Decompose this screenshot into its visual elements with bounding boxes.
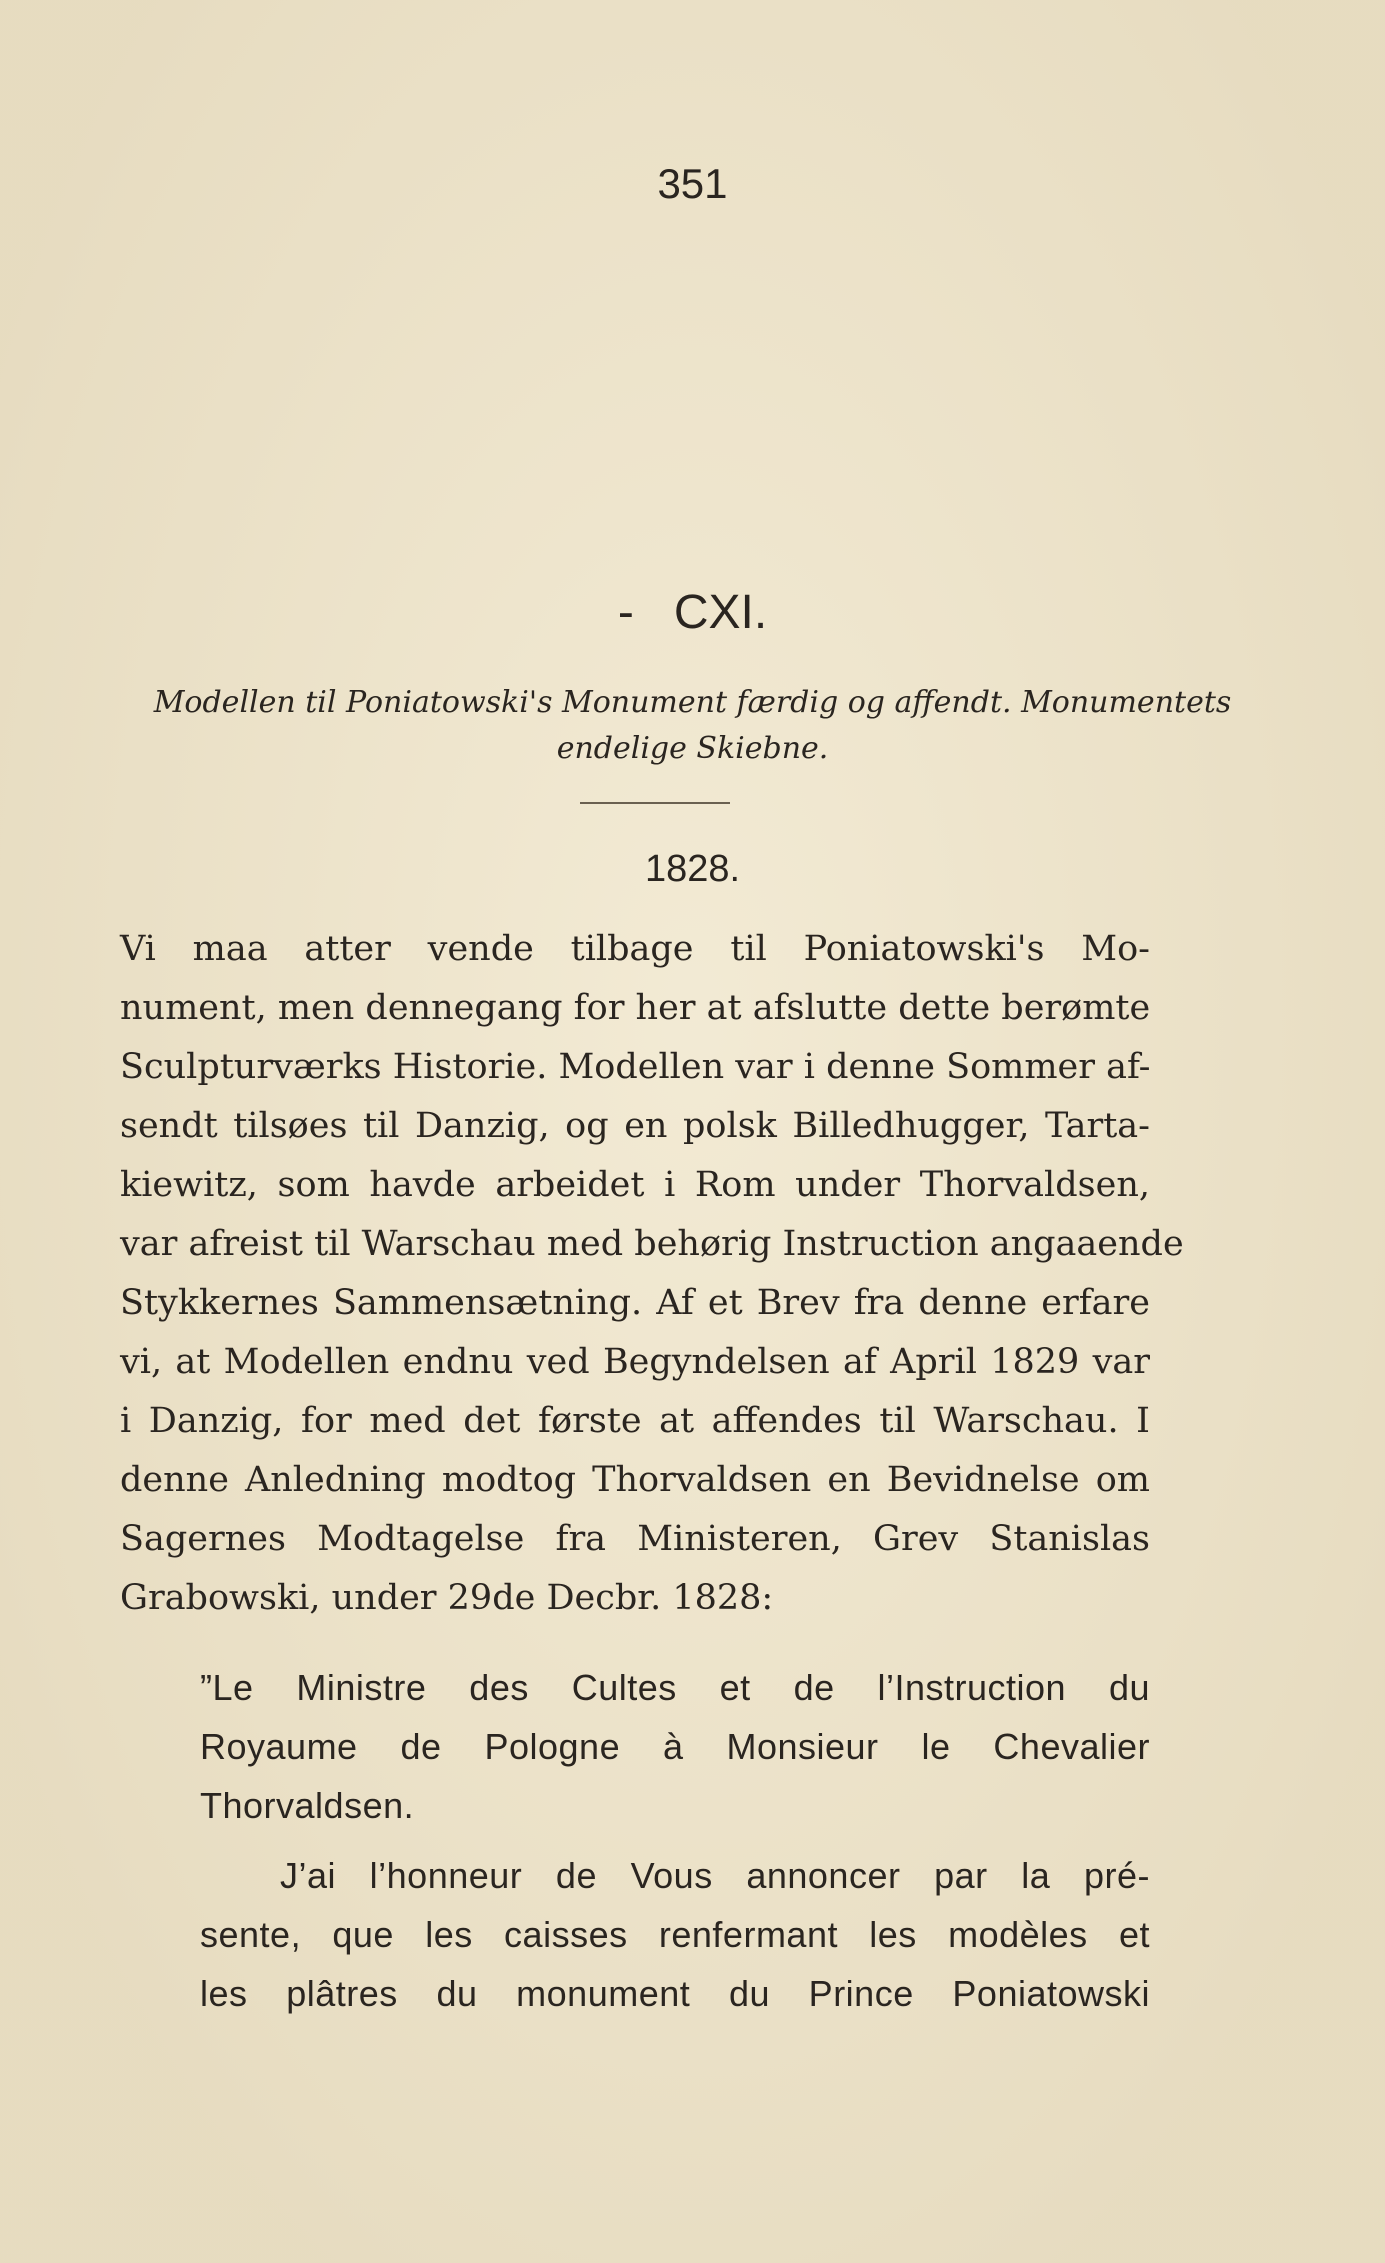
chapter-numeral: CXI. bbox=[673, 586, 768, 639]
chapter-heading bbox=[0, 585, 1385, 640]
text-line: i Danzig, for med det første at affendes til Warschau. I bbox=[120, 1401, 1150, 1441]
text-line: Royaume de Pologne à Monsieur le Chevalier bbox=[200, 1726, 1150, 1767]
chapter-summary bbox=[120, 680, 1265, 772]
body-paragraph bbox=[120, 920, 1184, 1628]
text-line: Vi maa atter vende tilbage til Poniatowski's Mo- bbox=[120, 929, 1150, 969]
chapter-dash: - bbox=[617, 586, 634, 639]
text-line: denne Anledning modtog Thorvaldsen en Bevidnelse om bbox=[120, 1460, 1150, 1500]
text-line: Sagernes Modtagelse fra Ministeren, Grev Stanislas bbox=[120, 1519, 1150, 1559]
text-line: sendt tilsøes til Danzig, og en polsk Billedhugger, Tarta- bbox=[120, 1106, 1150, 1146]
text-line: var afreist til Warschau med behørig Instruction angaaende bbox=[120, 1224, 1184, 1264]
text-line: Stykkernes Sammensætning. Af et Brev fra denne erfare bbox=[120, 1283, 1150, 1323]
text-line: vi, at Modellen endnu ved Begyndelsen af April 1829 var bbox=[120, 1342, 1150, 1382]
summary-line: Modellen til Poniatowski's Monument færdig og affendt. Monumentets bbox=[153, 685, 1232, 720]
quoted-letter-body bbox=[120, 1846, 1150, 2023]
text-line: ”Le Ministre des Cultes et de l’Instruction du bbox=[200, 1667, 1150, 1708]
text-line: sente, que les caisses renfermant les modèles et bbox=[200, 1914, 1150, 1955]
text-line: Thorvaldsen. bbox=[200, 1785, 415, 1826]
text-line: Sculpturværks Historie. Modellen var i denne Sommer af- bbox=[120, 1047, 1151, 1087]
text-line: kiewitz, som havde arbeidet i Rom under Thorvaldsen, bbox=[120, 1165, 1150, 1205]
text-line: Grabowski, under 29de Decbr. 1828: bbox=[120, 1578, 774, 1618]
text-line: les plâtres du monument du Prince Poniatowski bbox=[200, 1973, 1150, 2014]
page-number: 351 bbox=[657, 160, 728, 207]
section-divider bbox=[580, 802, 730, 804]
summary-line: endelige Skiebne. bbox=[556, 731, 829, 766]
year-heading: 1828. bbox=[644, 848, 741, 890]
quoted-letter-heading bbox=[120, 1658, 1150, 1835]
text-line: nument, men dennegang for her at afslutte dette berømte bbox=[120, 988, 1151, 1028]
text-line: J’ai l’honneur de Vous annoncer par la pré- bbox=[280, 1855, 1150, 1896]
